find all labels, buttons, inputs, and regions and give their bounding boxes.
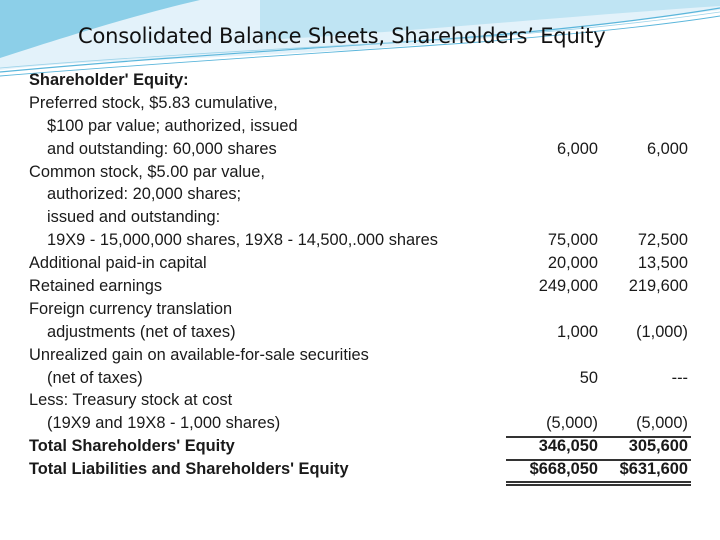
value-19x8: ---	[671, 368, 688, 387]
value-19x8: (5,000)	[636, 414, 688, 433]
total-rule-19x9	[506, 459, 606, 461]
double-rule-bottom-19x8	[604, 484, 691, 486]
table-row	[29, 116, 699, 139]
row-label: Total Shareholders' Equity	[29, 437, 235, 456]
row-label: Additional paid-in capital	[29, 254, 207, 273]
value-19x9: 75,000	[547, 231, 598, 250]
value-19x8: $631,600	[619, 460, 688, 479]
row-label: Unrealized gain on available-for-sale securities	[29, 345, 369, 364]
total-rule-19x8	[604, 459, 691, 461]
value-19x9: 20,000	[547, 254, 598, 273]
table-row	[29, 139, 699, 162]
table-row	[29, 390, 699, 413]
row-label: Total Liabilities and Shareholders' Equity	[29, 460, 349, 479]
value-19x9: 1,000	[556, 322, 598, 341]
row-label: $100 par value; authorized, issued	[47, 116, 298, 135]
row-label: Less: Treasury stock at cost	[29, 391, 233, 410]
equity-table	[29, 70, 699, 482]
table-row	[29, 207, 699, 230]
table-row	[29, 368, 699, 391]
double-rule-top-19x8	[604, 481, 691, 483]
row-label: 19X9 - 15,000,000 shares, 19X8 - 14,500,.000 shares	[47, 231, 438, 250]
table-row	[29, 253, 699, 276]
table-row	[29, 345, 699, 368]
table-row	[29, 184, 699, 207]
double-rule-top-19x9	[506, 481, 606, 483]
table-row	[29, 413, 699, 436]
row-label: Preferred stock, $5.83 cumulative,	[29, 93, 278, 112]
row-label: Common stock, $5.00 par value,	[29, 162, 265, 181]
double-rule-bottom-19x9	[506, 484, 606, 486]
row-label: (19X9 and 19X8 - 1,000 shares)	[47, 414, 281, 433]
value-19x8: 219,600	[628, 277, 688, 296]
row-label: Retained earnings	[29, 277, 163, 296]
table-row	[29, 276, 699, 299]
table-row	[29, 299, 699, 322]
table-row	[29, 93, 699, 116]
value-19x8: 6,000	[646, 139, 688, 158]
value-19x9: 50	[579, 368, 598, 387]
subtotal-rule-19x8	[604, 436, 691, 438]
row-label: adjustments (net of taxes)	[47, 322, 236, 341]
row-label: authorized: 20,000 shares;	[47, 185, 242, 204]
table-row	[29, 459, 699, 482]
row-label: Foreign currency translation	[29, 299, 233, 318]
value-19x9: $668,050	[529, 460, 598, 479]
row-label: issued and outstanding:	[47, 208, 221, 227]
heading-label: Shareholder' Equity:	[29, 71, 189, 89]
row-label: and outstanding: 60,000 shares	[47, 139, 277, 158]
table-row	[29, 230, 699, 253]
table-row	[29, 436, 699, 459]
row-label: (net of taxes)	[47, 368, 143, 387]
subtotal-rule-19x9	[506, 436, 606, 438]
value-19x9: 249,000	[538, 277, 598, 296]
slide-title: Consolidated Balance Sheets, Shareholders’ Equity	[78, 24, 606, 48]
value-19x9: 6,000	[556, 139, 598, 158]
value-19x9: (5,000)	[546, 414, 598, 433]
table-row	[29, 322, 699, 345]
value-19x8: 305,600	[628, 437, 688, 456]
table-heading	[29, 70, 699, 93]
table-row	[29, 162, 699, 185]
value-19x8: 72,500	[637, 231, 688, 250]
value-19x8: (1,000)	[636, 322, 688, 341]
value-19x9: 346,050	[538, 437, 598, 456]
value-19x8: 13,500	[637, 254, 688, 273]
